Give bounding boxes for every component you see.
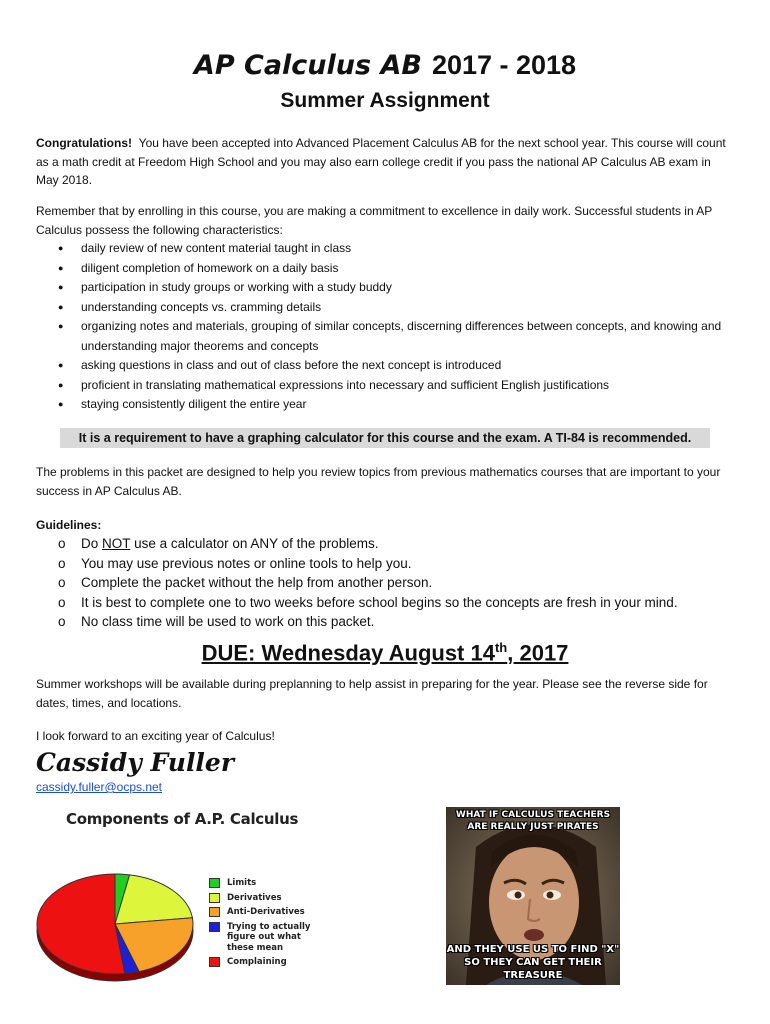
guidelines-list (36, 534, 736, 632)
legend-swatch (209, 957, 220, 967)
legend-item (209, 922, 319, 954)
guideline-item: o It is best to complete one to two weeks before school begins so the concepts are fresh in your mind. (36, 593, 736, 613)
guidelines-heading: Guidelines: (36, 518, 102, 532)
legend-item (209, 957, 319, 968)
legend-label: Limits (227, 878, 257, 888)
not-emphasis: NOT (102, 536, 131, 551)
legend-item (209, 893, 319, 904)
closing-line: I look forward to an exciting year of Calculus! (36, 729, 275, 743)
intro-paragraph (36, 134, 736, 190)
page-title (0, 48, 770, 83)
workshops-paragraph: Summer workshops will be available during preplanning to help assist in preparing for the year. Please see the reverse side for dates, times, and locations. (36, 677, 708, 710)
legend-label: Complaining (227, 957, 287, 967)
intro-lead: Congratulations! (36, 136, 132, 150)
signature: Cassidy Fuller (36, 748, 235, 777)
legend-swatch (209, 907, 220, 917)
guideline-item: o No class time will be used to work on this packet. (36, 612, 736, 632)
guideline-item: o Do NOT use a calculator on ANY of the problems. (36, 534, 736, 554)
intro-text: You have been accepted into Advanced Placement Calculus AB for the next school year. This course will count as a math credit at Freedom High School and you may also earn college credit if you pass the national AP Calculus AB exam in May 2018. (36, 136, 726, 187)
characteristic-item: ● organizing notes and materials, grouping of similar concepts, discerning differences between concepts, and knowing and understanding major theorems and concepts (36, 317, 736, 356)
characteristic-item: ● proficient in translating mathematical expressions into necessary and sufficient English justifications (36, 376, 736, 396)
legend-swatch (209, 922, 220, 932)
school-year: 2017 - 2018 (431, 50, 577, 80)
meme-top-caption: WHAT IF CALCULUS TEACHERS ARE REALLY JUST PIRATES (455, 810, 611, 832)
page-subtitle: Summer Assignment (280, 89, 490, 112)
meme-bottom-caption: AND THEY USE US TO FIND "X" SO THEY CAN GET THEIR TREASURE (446, 944, 620, 981)
characteristic-item: ● staying consistently diligent the entire year (36, 395, 736, 415)
chart-legend (209, 878, 319, 972)
characteristic-item: ● participation in study groups or working with a study buddy (36, 278, 736, 298)
legend-item (209, 878, 319, 889)
legend-swatch (209, 893, 220, 903)
guideline-item: o You may use previous notes or online tools to help you. (36, 554, 736, 574)
guideline-item: o Complete the packet without the help from another person. (36, 573, 736, 593)
characteristics-list (36, 239, 736, 415)
pirate-meme-image (446, 807, 620, 985)
chart-title: Components of A.P. Calculus (66, 810, 299, 828)
course-title: AP Calculus AB (193, 50, 422, 81)
email-link[interactable]: cassidy.fuller@ocps.net (36, 780, 163, 794)
calculator-requirement: It is a requirement to have a graphing calculator for this course and the exam. A TI-84 is recommended. (60, 428, 710, 448)
legend-label: Derivatives (227, 892, 282, 903)
legend-swatch (209, 878, 220, 888)
characteristic-item: ● understanding concepts vs. cramming details (36, 298, 736, 318)
packet-paragraph: The problems in this packet are designed to help you review topics from previous mathematics courses that are important to your success in AP Calculus AB. (36, 465, 721, 498)
characteristic-item: ● daily review of new content material taught in class (36, 239, 736, 259)
legend-label: Anti-Derivatives (227, 907, 305, 917)
characteristic-item: ● asking questions in class and out of class before the next concept is introduced (36, 356, 736, 376)
due-date: DUE: Wednesday August 14th, 2017 (201, 640, 569, 666)
legend-label: Trying to actually figure out what these mean (227, 921, 311, 953)
pie-chart (30, 872, 200, 982)
characteristic-item: ● diligent completion of homework on a daily basis (36, 259, 736, 279)
legend-item (209, 907, 319, 918)
commitment-paragraph: Remember that by enrolling in this course, you are making a commitment to excellence in daily work. Successful students in AP Calculus possess the following characteristics: (36, 204, 713, 237)
